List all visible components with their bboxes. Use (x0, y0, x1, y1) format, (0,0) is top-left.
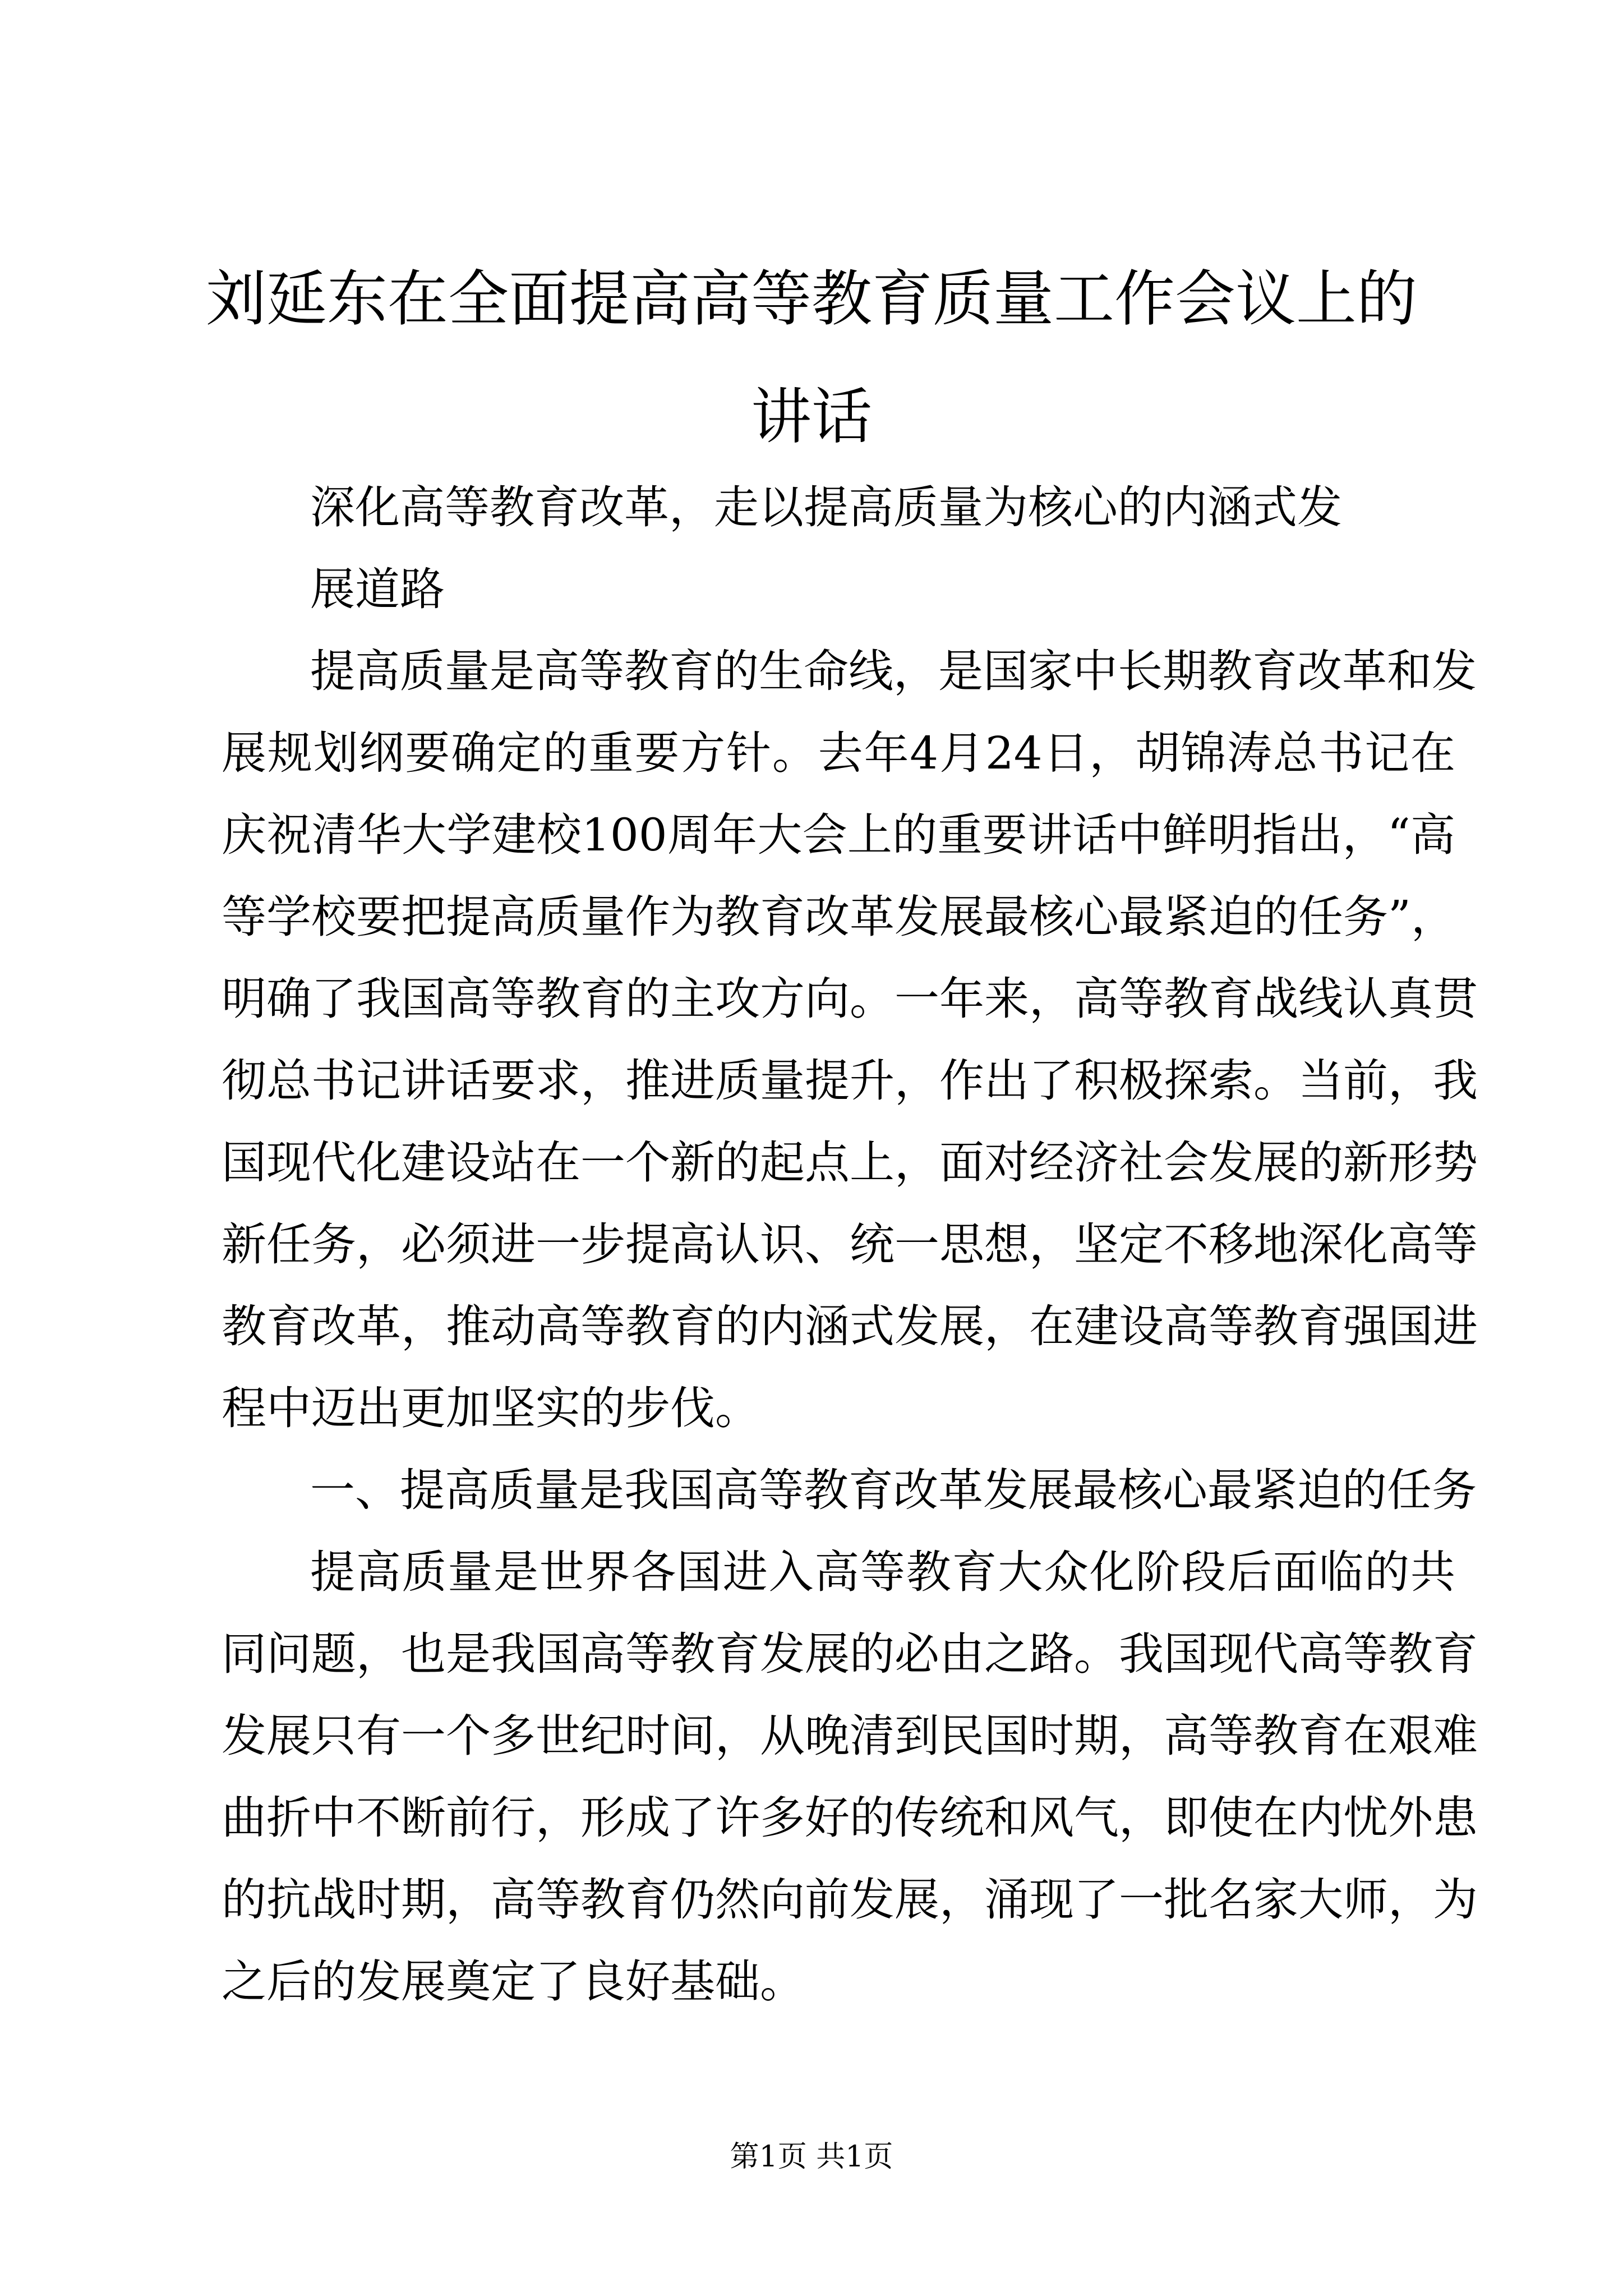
paragraph-line: 发展只有一个多世纪时间，从晚清到民国时期，高等教育在艰难 (222, 1710, 1478, 1762)
title-line: 刘延东在全面提高高等教育质量工作会议上的 (205, 264, 1417, 334)
paragraph-line: 提高质量是高等教育的生命线，是国家中长期教育改革和发 (310, 645, 1477, 697)
paragraph-line: 庆祝清华大学建校100周年大会上的重要讲话中鲜明指出，“高 (222, 809, 1455, 861)
paragraph-line: 程中迈出更加坚实的步伐。 (222, 1382, 760, 1434)
paragraph-line: 明确了我国高等教育的主攻方向。一年来，高等教育战线认真贯 (222, 973, 1478, 1025)
document-body (222, 467, 1478, 2023)
paragraph-line: 国现代化建设站在一个新的起点上，面对经济社会发展的新形势 (222, 1137, 1478, 1189)
document-title (82, 241, 1541, 476)
paragraph-line: 展规划纲要确定的重要方针。去年4月24日，胡锦涛总书记在 (222, 727, 1455, 779)
paragraph-line: 等学校要把提高质量作为教育改革发展最核心最紧迫的任务”， (222, 891, 1456, 943)
paragraph-line: 教育改革，推动高等教育的内涵式发展，在建设高等教育强国进 (222, 1300, 1478, 1352)
subtitle-line: 展道路 (310, 563, 445, 615)
paragraph-line: 同问题，也是我国高等教育发展的必由之路。我国现代高等教育 (222, 1628, 1478, 1680)
section-heading: 一、提高质量是我国高等教育改革发展最核心最紧迫的任务 (310, 1464, 1477, 1516)
paragraph-line: 的抗战时期，高等教育仍然向前发展，涌现了一批名家大师，为 (222, 1874, 1478, 1926)
paragraph-line: 彻总书记讲话要求，推进质量提升，作出了积极探索。当前，我 (222, 1055, 1478, 1107)
paragraph-line: 新任务，必须进一步提高认识、统一思想，坚定不移地深化高等 (222, 1218, 1478, 1271)
subtitle-line: 深化高等教育改革，走以提高质量为核心的内涵式发 (310, 481, 1342, 533)
paragraph-line: 曲折中不断前行，形成了许多好的传统和风气，即使在内忧外患 (222, 1792, 1478, 1844)
title-line: 讲话 (750, 382, 872, 452)
paragraph-line: 提高质量是世界各国进入高等教育大众化阶段后面临的共 (310, 1546, 1455, 1598)
paragraph-line: 之后的发展奠定了良好基础。 (222, 1955, 805, 2008)
page-number-footer: 第1页 共1页 (730, 2140, 893, 2174)
